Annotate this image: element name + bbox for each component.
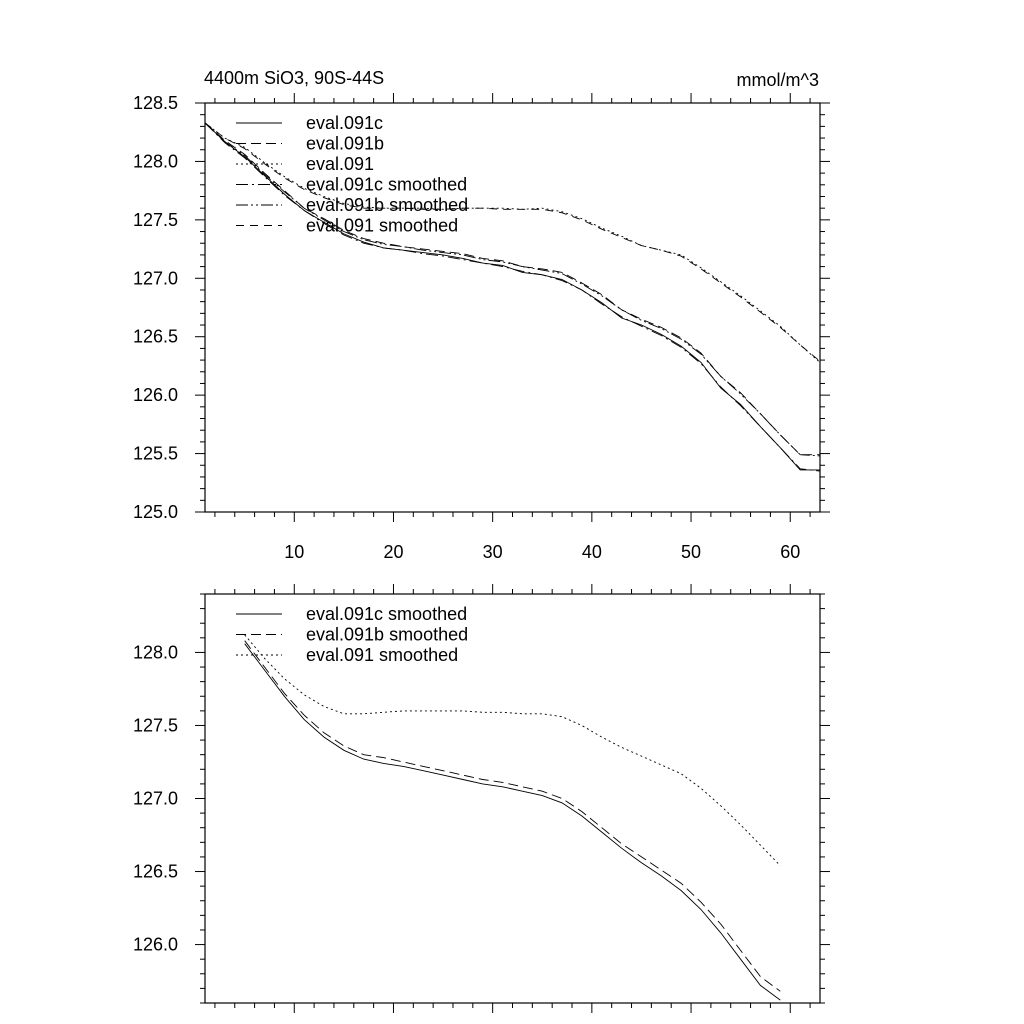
y-tick-label: 127.0 xyxy=(132,268,178,289)
units-label: mmol/m^3 xyxy=(736,70,819,90)
legend-label: eval.091c smoothed xyxy=(306,604,468,624)
x-tick-label: 40 xyxy=(581,542,602,562)
legend-label: eval.091b smoothed xyxy=(306,624,469,645)
y-tick-label: 125.0 xyxy=(132,502,178,522)
y-tick-label: 128.5 xyxy=(132,93,178,113)
y-tick-label: 128.0 xyxy=(132,151,178,172)
chart-title: 4400m SiO3, 90S-44S xyxy=(204,68,385,88)
y-tick-label: 127.5 xyxy=(132,715,178,736)
y-tick-label: 126.5 xyxy=(132,861,178,882)
x-tick-label: 30 xyxy=(482,542,503,562)
x-tick-label: 50 xyxy=(681,542,702,562)
y-tick-label: 126.5 xyxy=(132,326,178,347)
y-tick-label: 126.0 xyxy=(132,385,178,406)
y-tick-label: 127.0 xyxy=(132,788,178,809)
y-tick-label: 125.5 xyxy=(132,443,178,464)
x-tick-label: 60 xyxy=(780,542,801,562)
legend-label: eval.091 xyxy=(306,154,375,174)
x-tick-label: 20 xyxy=(383,542,404,562)
y-tick-label: 127.5 xyxy=(132,209,178,230)
x-tick-label: 10 xyxy=(284,542,305,562)
y-tick-label: 126.0 xyxy=(132,934,178,955)
legend-label: eval.091c xyxy=(306,113,384,133)
legend-label: eval.091b xyxy=(306,133,385,154)
legend-label: eval.091b smoothed xyxy=(306,195,469,215)
legend-label: eval.091 smoothed xyxy=(306,645,459,665)
y-tick-label: 128.0 xyxy=(132,642,178,663)
legend-label: eval.091c smoothed xyxy=(306,174,468,195)
legend-label: eval.091 smoothed xyxy=(306,215,459,236)
